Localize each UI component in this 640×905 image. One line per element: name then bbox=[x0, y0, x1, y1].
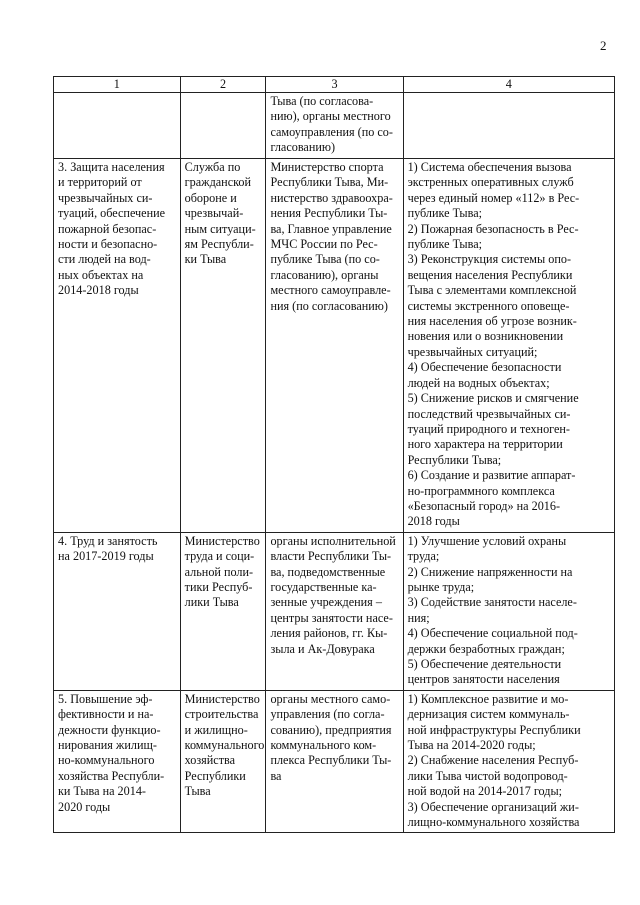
cell-text-line: чрезвычайных си- bbox=[58, 190, 153, 205]
subprograms-cell bbox=[403, 159, 614, 533]
cell-text-line: нирования жилищ- bbox=[58, 738, 157, 753]
cell-text-line: государственные ка- bbox=[270, 579, 377, 594]
cell-text-line: зыла и Ак-Довурака bbox=[270, 641, 375, 656]
cell-text-line: пожарной безопас- bbox=[58, 221, 157, 236]
cell-text-line: чрезвычайных ситуаций; bbox=[407, 344, 538, 359]
cell-text-line: 3) Содействие занятости населе- bbox=[407, 595, 577, 610]
program-table bbox=[53, 76, 615, 833]
cell-text-line: Министерство спорта bbox=[270, 160, 384, 174]
cell-text-line: ва, Главное управление bbox=[270, 221, 392, 236]
cell-text-line: органы исполнительной bbox=[270, 533, 396, 548]
cell-text-line: ва, подведомственные bbox=[270, 564, 386, 579]
cell-text-line: труда; bbox=[407, 549, 440, 564]
co-executors-cell bbox=[266, 532, 403, 690]
cell-text-line: альной поли- bbox=[184, 564, 254, 579]
cell-text-line: Тыва на 2014-2020 годы; bbox=[407, 738, 536, 753]
cell-text-line: тики Респуб- bbox=[184, 579, 253, 594]
cell-text-line: самоуправления (по со- bbox=[270, 124, 393, 139]
cell-text-line: 4. Труд и занятость bbox=[58, 533, 158, 548]
subprograms-cell bbox=[403, 690, 614, 833]
cell-text-line: «Безопасный город» на 2016- bbox=[407, 498, 561, 513]
cell-text-line: власти Республики Ты- bbox=[270, 549, 392, 564]
co-executors-cell bbox=[266, 159, 403, 533]
column-number-row bbox=[54, 77, 615, 93]
cell-text-line: центров занятости населения bbox=[407, 672, 560, 687]
cell-text-line: Тыва с элементами комплексной bbox=[407, 283, 577, 298]
cell-text-line: 3) Реконструкция системы опо- bbox=[407, 252, 572, 267]
column-number-2: 2 bbox=[180, 77, 266, 93]
cell-text-line: 2) Пожарная безопасность в Рес- bbox=[407, 221, 579, 236]
table-row bbox=[54, 93, 615, 159]
cell-text-line: ных объектах на bbox=[58, 267, 144, 282]
cell-text-line: ва bbox=[270, 768, 282, 783]
cell-text-line: нения Республики Ты- bbox=[270, 206, 388, 221]
cell-text-line: ного характера на территории bbox=[407, 437, 563, 452]
cell-text-line: плекса Республики Ты- bbox=[270, 753, 392, 768]
cell-text-line: ки Тыва bbox=[184, 252, 227, 267]
responsible-executor-cell bbox=[180, 532, 266, 690]
table-row bbox=[54, 532, 615, 690]
cell-text-line: но-программного комплекса bbox=[407, 483, 555, 498]
cell-text-line: но-коммунального bbox=[58, 753, 155, 768]
cell-text-line: Министерство bbox=[184, 691, 260, 706]
program-name-cell bbox=[54, 532, 181, 690]
cell-text-line: нию), органы местного bbox=[270, 109, 391, 124]
cell-text-line: хозяйства bbox=[184, 753, 236, 768]
column-number-4: 4 bbox=[403, 77, 614, 93]
cell-text-line: 6) Создание и развитие аппарат- bbox=[407, 468, 576, 483]
cell-text-line: дежности функцио- bbox=[58, 722, 161, 737]
cell-text-line: и жилищно- bbox=[184, 722, 248, 737]
cell-text-line: 2020 годы bbox=[58, 799, 111, 814]
cell-text-line: ния населения об угрозе возник- bbox=[407, 314, 577, 329]
table-row bbox=[54, 159, 615, 533]
cell-text-line: ления районов, гг. Кы- bbox=[270, 626, 388, 641]
cell-text-line: нистерство здравоохра- bbox=[270, 190, 393, 205]
page-number: 2 bbox=[600, 38, 607, 53]
cell-text-line: Республики Тыва; bbox=[407, 452, 502, 467]
responsible-executor-cell bbox=[180, 159, 266, 533]
cell-text-line: ям Республи- bbox=[184, 237, 254, 252]
cell-text-line: 5) Обеспечение деятельности bbox=[407, 657, 562, 671]
cell-text-line: туаций природного и техноген- bbox=[407, 421, 570, 436]
cell-text-line: 3. Защита населения bbox=[58, 160, 165, 174]
cell-text-line: ния (по согласованию) bbox=[270, 298, 388, 313]
cell-text-line: туаций, обеспечение bbox=[58, 206, 166, 221]
cell-text-line: ным ситуаци- bbox=[184, 221, 256, 236]
cell-text-line: Республики Тыва, Ми- bbox=[270, 175, 389, 190]
cell-text-line: гласованию), органы bbox=[270, 267, 379, 282]
cell-text-line: дернизация систем коммуналь- bbox=[407, 707, 570, 722]
cell-text-line: 2014-2018 годы bbox=[58, 283, 139, 298]
cell-text-line: лищно-коммунального хозяйства bbox=[407, 815, 580, 830]
cell-text-line: 2018 годы bbox=[407, 514, 460, 529]
cell-text-line: Министерство bbox=[184, 533, 260, 548]
cell-text-line: 3) Обеспечение организаций жи- bbox=[407, 799, 579, 814]
cell-text-line: МЧС России по Рес- bbox=[270, 237, 378, 252]
cell-text-line: Служба по bbox=[184, 160, 241, 174]
cell-text-line: сованию), предприятия bbox=[270, 722, 392, 737]
cell-text-line: держки безработных граждан; bbox=[407, 641, 565, 656]
cell-text-line: лики Тыва bbox=[184, 595, 239, 610]
cell-text-line: ной водой на 2014-2017 годы; bbox=[407, 784, 563, 799]
cell-text-line: ной инфраструктуры Республики bbox=[407, 722, 581, 737]
responsible-executor-cell bbox=[180, 93, 266, 159]
cell-text-line: ния; bbox=[407, 610, 430, 625]
cell-text-line: зенные учреждения – bbox=[270, 595, 382, 610]
cell-text-line: органы местного само- bbox=[270, 691, 391, 706]
cell-text-line: людей на водных объектах; bbox=[407, 375, 550, 390]
responsible-executor-cell bbox=[180, 690, 266, 833]
subprograms-cell bbox=[403, 93, 614, 159]
cell-text-line: сти людей на вод- bbox=[58, 252, 151, 267]
cell-text-line: ки Тыва на 2014- bbox=[58, 784, 146, 799]
cell-text-line: 5) Снижение рисков и смягчение bbox=[407, 391, 579, 406]
cell-text-line: строительства bbox=[184, 707, 259, 722]
table-row bbox=[54, 690, 615, 833]
cell-text-line: гласованию) bbox=[270, 140, 336, 155]
cell-text-line: последствий чрезвычайных си- bbox=[407, 406, 571, 421]
cell-text-line: обороне и bbox=[184, 190, 237, 205]
cell-text-line: ности и безопасно- bbox=[58, 237, 158, 252]
cell-text-line: управления (по согла- bbox=[270, 707, 385, 722]
cell-text-line: центры занятости насе- bbox=[270, 610, 393, 625]
cell-text-line: коммунального ком- bbox=[270, 738, 377, 753]
cell-text-line: 2) Снижение напряженности на bbox=[407, 564, 573, 579]
program-name-cell bbox=[54, 690, 181, 833]
cell-text-line: через единый номер «112» в Рес- bbox=[407, 190, 580, 205]
cell-text-line: системы экстренного оповеще- bbox=[407, 298, 570, 313]
co-executors-cell bbox=[266, 93, 403, 159]
program-name-cell bbox=[54, 159, 181, 533]
cell-text-line: местного самоуправле- bbox=[270, 283, 391, 298]
cell-text-line: экстренных оперативных служб bbox=[407, 175, 574, 190]
cell-text-line: 1) Комплексное развитие и мо- bbox=[407, 691, 569, 706]
cell-text-line: 1) Система обеспечения вызова bbox=[407, 160, 572, 174]
cell-text-line: Республики bbox=[184, 768, 246, 783]
subprograms-cell bbox=[403, 532, 614, 690]
cell-text-line: 5. Повышение эф- bbox=[58, 691, 153, 706]
cell-text-line: 2) Снабжение населения Респуб- bbox=[407, 753, 579, 768]
cell-text-line: новения или о возникновении bbox=[407, 329, 564, 344]
cell-text-line: публике Тыва (по со- bbox=[270, 252, 380, 267]
cell-text-line: 4) Обеспечение безопасности bbox=[407, 360, 562, 375]
cell-text-line: лики Тыва чистой водопровод- bbox=[407, 768, 568, 783]
cell-text-line: публике Тыва; bbox=[407, 206, 483, 221]
column-number-3: 3 bbox=[266, 77, 403, 93]
cell-text-line: гражданской bbox=[184, 175, 252, 190]
cell-text-line: труда и соци- bbox=[184, 549, 255, 564]
cell-text-line: фективности и на- bbox=[58, 707, 154, 722]
program-name-cell bbox=[54, 93, 181, 159]
cell-text-line: рынке труда; bbox=[407, 579, 475, 594]
cell-text-line: Тыва (по согласова- bbox=[270, 94, 374, 108]
cell-text-line: 1) Улучшение условий охраны bbox=[407, 533, 567, 548]
cell-text-line: вещения населения Республики bbox=[407, 267, 573, 282]
cell-text-line: 4) Обеспечение социальной под- bbox=[407, 626, 578, 641]
cell-text-line: публике Тыва; bbox=[407, 237, 483, 252]
cell-text-line: хозяйства Республи- bbox=[58, 768, 165, 783]
cell-text-line: чрезвычай- bbox=[184, 206, 244, 221]
cell-text-line: Тыва bbox=[184, 784, 211, 799]
cell-text-line: коммунального bbox=[184, 738, 265, 753]
cell-text-line: на 2017-2019 годы bbox=[58, 549, 154, 564]
co-executors-cell bbox=[266, 690, 403, 833]
column-number-1: 1 bbox=[54, 77, 181, 93]
cell-text-line: и территорий от bbox=[58, 175, 142, 190]
